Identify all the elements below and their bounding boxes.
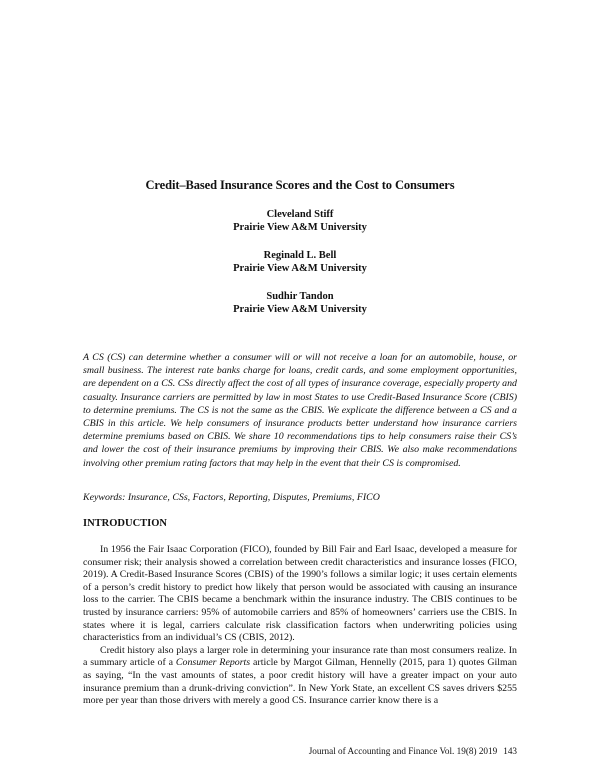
author-block (0, 208, 600, 234)
abstract-text: A CS (CS) can determine whether a consumer will or will not receive a loan for an automobile, house, or small business. The interest rate banks charge for loans, credit cards, and some employment opportunities, are dependent on a CS. CSs directly affect the cost of all types of insurance coverage, especially property and casualty. Insurance carriers are permitted by law in most States to use Credit-Based Insurance Score (CBIS) to determine premiums. The CS is not the same as the CBIS. We explicate the difference between a CS and a CBIS in this article. We help consumers of insurance products better understand how insurance carriers determine premiums based on CBIS. We share 10 recommendations tips to help consumers raise their CS’s and lower the cost of their insurance premiums by improving their CBIS. We also make recommendations involving other premium rating factors that may help in the event that their CS is compromised. (83, 352, 517, 469)
paragraph-text: Credit history also plays a larger role in determining your insurance rate than most consumers realize. In a summary article of a (83, 644, 517, 669)
author-name: Reginald L. Bell (263, 250, 337, 261)
author-affiliation: Prairie View A&M University (233, 263, 367, 274)
page-footer (303, 746, 517, 756)
paper-title: Credit–Based Insurance Scores and the Cost to Consumers (145, 178, 455, 192)
page-number: 143 (503, 746, 517, 756)
author-affiliation: Prairie View A&M University (233, 304, 367, 315)
publication-title: Consumer Reports (175, 657, 251, 669)
keywords: Keywords: Insurance, CSs, Factors, Reporting, Disputes, Premiums, FICO (83, 492, 380, 503)
section-heading: INTRODUCTION (83, 518, 168, 529)
paragraph: In 1956 the Fair Isaac Corporation (FICO), founded by Bill Fair and Earl Isaac, developed a measure for consumer risk; their analysis showed a correlation between credit characteristics and insurance losses (FICO, 2019). A Credit-Based Insurance Scores (CBIS) of the 1990’s follows a similar logic; it uses certain elements of a person’s credit history to predict how likely that person would be associated with causing an insurance loss to the carrier. The CBIS became a benchmark within the insurance industry. The CBIS continues to be trusted by insurance carriers: 95% of automobile carriers and 85% of homeowners’ carriers use the CBIS. In states where it is legal, carriers calculate risk classification factors when underwriting policies using characteristics from an individual’s CS (CBIS, 2012). (83, 544, 517, 644)
journal-citation: Journal of Accounting and Finance Vol. 19(8) 2019 (308, 746, 498, 756)
author-block (0, 290, 600, 316)
abstract (83, 351, 517, 470)
author-block (0, 249, 600, 275)
author-name: Sudhir Tandon (266, 291, 334, 302)
author-affiliation: Prairie View A&M University (233, 222, 367, 233)
author-name: Cleveland Stiff (266, 209, 334, 220)
body-text (83, 544, 517, 708)
paragraph-text: article by Margot Gilman, Hennelly (2015, para 1) quotes Gilman as saying, “In the vast amounts of states, a poor credit history will have a greater impact on your auto insurance premium than a drunk-driving conviction”. In New York State, an excellent CS saves drivers $255 more per year than those drivers with merely a good CS. Insurance carrier know there is a (83, 657, 517, 707)
paragraph (83, 645, 517, 708)
